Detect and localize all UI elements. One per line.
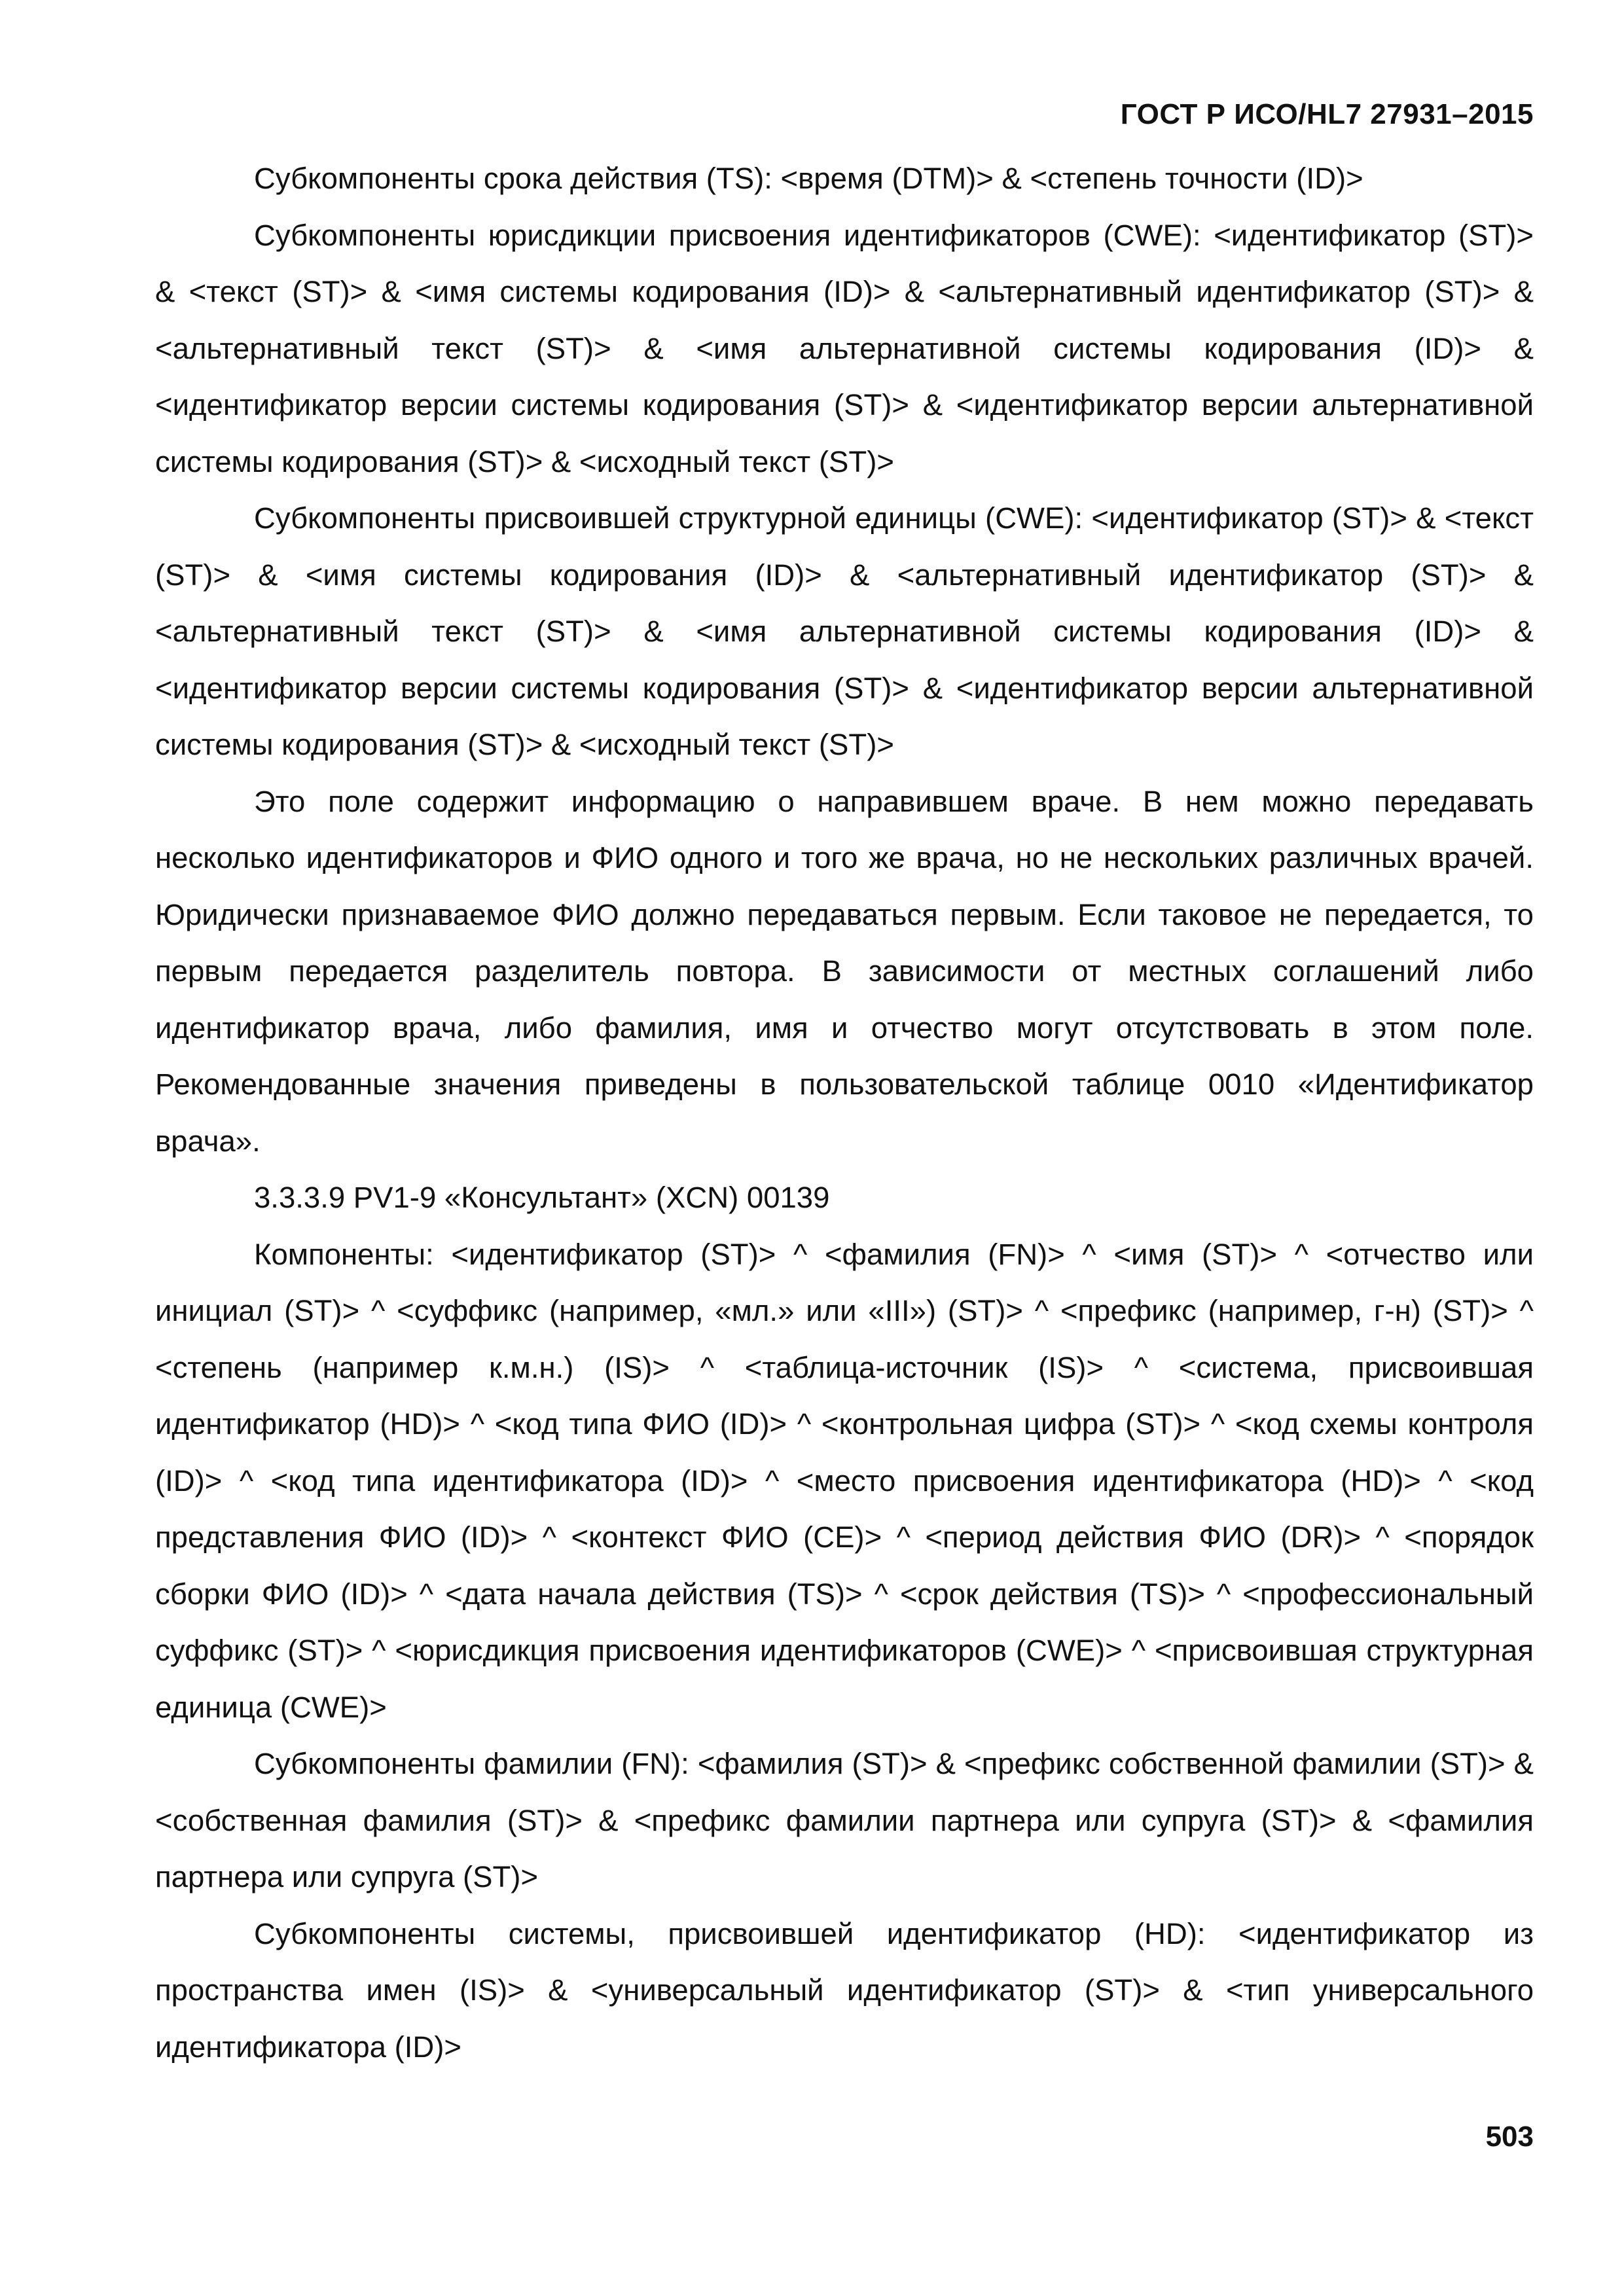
paragraph-hd-subcomponents: Субкомпоненты системы, присвоившей идентификатор (HD): <идентификатор из пространства имен (IS)> & <универсальный идентификатор (ST)> & <тип универсального идентификатора (ID)> bbox=[155, 1916, 1534, 2064]
body-text bbox=[155, 151, 1534, 2075]
page-number: 503 bbox=[1485, 2121, 1534, 2153]
section-heading: 3.3.3.9 PV1-9 «Консультант» (XCN) 00139 bbox=[254, 1181, 830, 1214]
standard-header: ГОСТ Р ИСО/HL7 27931–2015 bbox=[1120, 98, 1534, 130]
paragraph-ts-subcomponents: Субкомпоненты срока действия (TS): <время (DTM)> & <степень точности (ID)> bbox=[254, 162, 1363, 195]
paragraph-assigning-unit-subcomponents: Субкомпоненты присвоившей структурной единицы (CWE): <идентификатор (ST)> & <текст (ST)> & <имя системы кодирования (ID)> & <альтернативный идентификатор (ST)> & <альтернативный текст (ST)> & <имя альтернативной системы кодирования (ID)> & <идентификатор версии системы кодирования (ST)> & <идентификатор версии альтернативной системы кодирования (ST)> & <исходный текст (ST)> bbox=[155, 501, 1534, 761]
paragraph-fn-subcomponents: Субкомпоненты фамилии (FN): <фамилия (ST)> & <префикс собственной фамилии (ST)> & <собственная фамилия (ST)> & <префикс фамилии партнера или супруга (ST)> & <фамилия партнера или супруга (ST)> bbox=[155, 1747, 1534, 1893]
paragraph-components: Компоненты: <идентификатор (ST)> ^ <фамилия (FN)> ^ <имя (ST)> ^ <отчество или инициал (ST)> ^ <суффикс (например, «мл.» или «III») (ST)> ^ <префикс (например, г-н) (ST)> ^ <степень (например к.м.н.) (IS)> ^ <таблица-источник (IS)> ^ <система, присвоившая идентификатор (HD)> ^ <код типа ФИО (ID)> ^ <контрольная цифра (ST)> ^ <код схемы контроля (ID)> ^ <код типа идентификатора (ID)> ^ <место присвоения идентификатора (HD)> ^ <код представления ФИО (ID)> ^ <контекст ФИО (CE)> ^ <период действия ФИО (DR)> ^ <порядок сборки ФИО (ID)> ^ <дата начала действия (TS)> ^ <срок действия (TS)> ^ <профессиональный суффикс (ST)> ^ <юрисдикция присвоения идентификаторов (CWE)> ^ <присвоившая структурная единица (CWE)> bbox=[155, 1237, 1534, 1724]
paragraph-field-description: Это поле содержит информацию о направившем враче. В нем можно передавать несколько идентификаторов и ФИО одного и того же врача, но не нескольких различных врачей. Юридически признаваемое ФИО должно передаваться первым. Если таковое не передается, то первым передается разделитель повтора. В зависимости от местных соглашений либо идентификатор врача, либо фамилия, имя и отчество могут отсутствовать в этом поле. Рекомендованные значения приведены в пользовательской таблице 0010 «Идентификатор врача». bbox=[155, 784, 1534, 1158]
paragraph-jurisdiction-subcomponents: Субкомпоненты юрисдикции присвоения идентификаторов (CWE): <идентификатор (ST)> & <текст (ST)> & <имя системы кодирования (ID)> & <альтернативный идентификатор (ST)> & <альтернативный текст (ST)> & <имя альтернативной системы кодирования (ID)> & <идентификатор версии системы кодирования (ST)> & <идентификатор версии альтернативной системы кодирования (ST)> & <исходный текст (ST)> bbox=[155, 218, 1534, 478]
